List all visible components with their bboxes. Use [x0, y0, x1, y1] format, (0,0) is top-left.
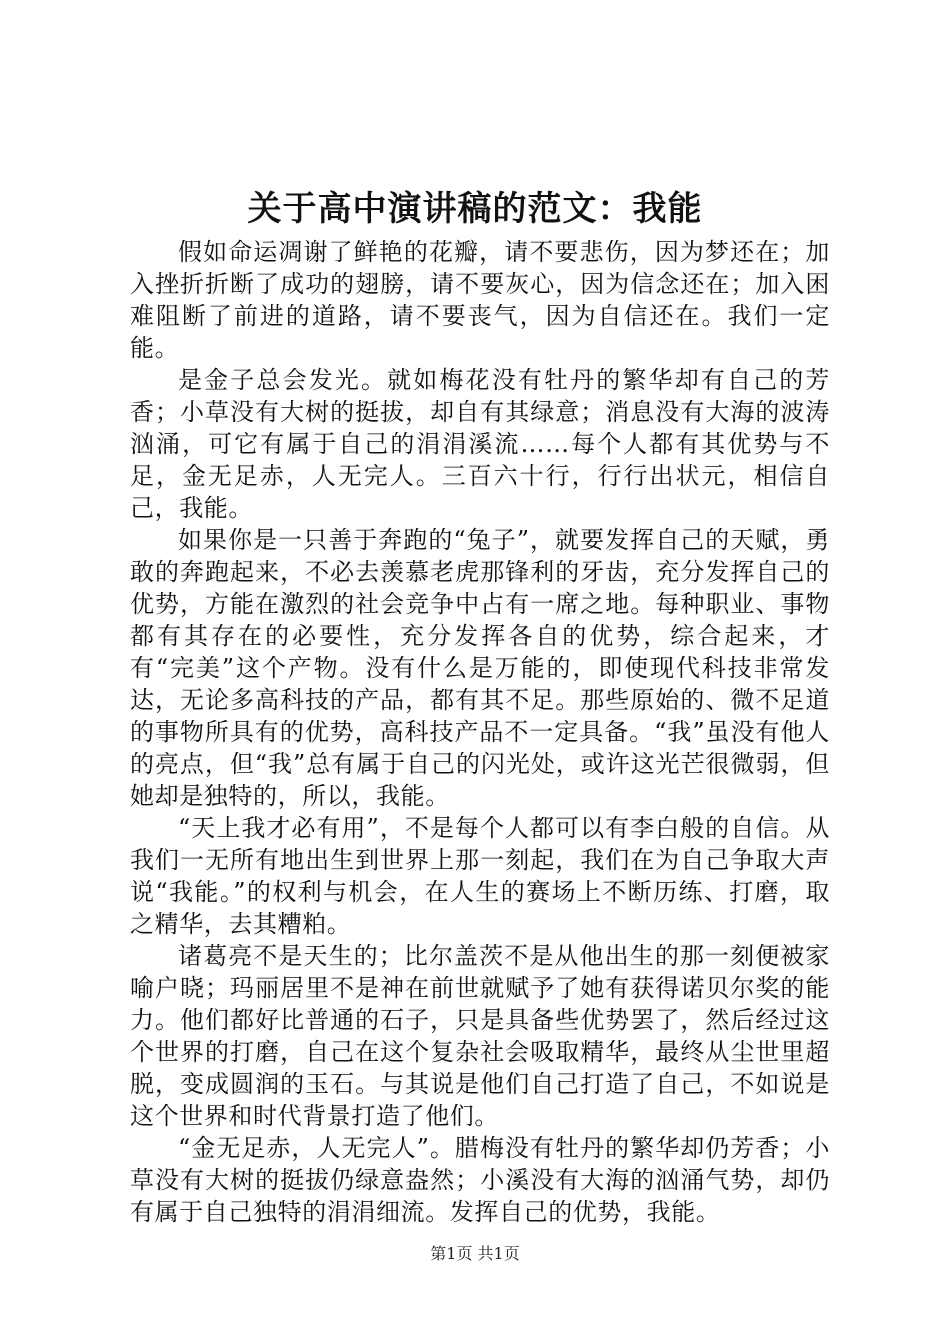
paragraph-1: 假如命运凋谢了鲜艳的花瓣，请不要悲伤，因为梦还在；加入挫折折断了成功的翅膀，请不要灰心，因为信念还在；加入困难阻断了前进的道路，请不要丧气，因为自信还在。我们一定能。 [130, 238, 830, 362]
document-title: 关于高中演讲稿的范文：我能 [247, 189, 703, 229]
document-body [130, 236, 830, 1228]
page-footer: 第1页 共1页 [430, 1244, 520, 1263]
paragraph-4: “天上我才必有用”，不是每个人都可以有李白般的自信。从我们一无所有地出生到世界上那一刻起，我们在为自己争取大声说“我能。”的权利与机会，在人生的赛场上不断历练、打磨，取之精华，去其糟粕。 [130, 814, 830, 938]
paragraph-5: 诸葛亮不是天生的；比尔盖茨不是从他出生的那一刻便被家喻户晓；玛丽居里不是神在前世就赋予了她有获得诺贝尔奖的能力。他们都好比普通的石子，只是具备些优势罢了，然后经过这个世界的打磨，自己在这个复杂社会吸取精华，最终从尘世里超脱，变成圆润的玉石。与其说是他们自己打造了自己，不如说是这个世界和时代背景打造了他们。 [130, 942, 830, 1130]
paragraph-6: “金无足赤，人无完人”。腊梅没有牡丹的繁华却仍芳香；小草没有大树的挺拔仍绿意盎然；小溪没有大海的汹涌气势，却仍有属于自己独特的涓涓细流。发挥自己的优势，我能。 [130, 1134, 830, 1226]
paragraph-3: 如果你是一只善于奔跑的“兔子”，就要发挥自己的天赋，勇敢的奔跑起来，不必去羡慕老虎那锋利的牙齿，充分发挥自己的优势，方能在激烈的社会竞争中占有一席之地。每种职业、事物都有其存在的必要性，充分发挥各自的优势，综合起来，才有“完美”这个产物。没有什么是万能的，即使现代科技非常发达，无论多高科技的产品，都有其不足。那些原始的、微不足道的事物所具有的优势，高科技产品不一定具备。“我”虽没有他人的亮点，但“我”总有属于自己的闪光处，或许这光芒很微弱，但她却是独特的，所以，我能。 [130, 526, 830, 810]
paragraph-2: 是金子总会发光。就如梅花没有牡丹的繁华却有自己的芳香；小草没有大树的挺拔，却自有其绿意；消息没有大海的波涛汹涌，可它有属于自己的涓涓溪流……每个人都有其优势与不足，金无足赤，人无完人。三百六十行，行行出状元，相信自己，我能。 [130, 366, 830, 522]
